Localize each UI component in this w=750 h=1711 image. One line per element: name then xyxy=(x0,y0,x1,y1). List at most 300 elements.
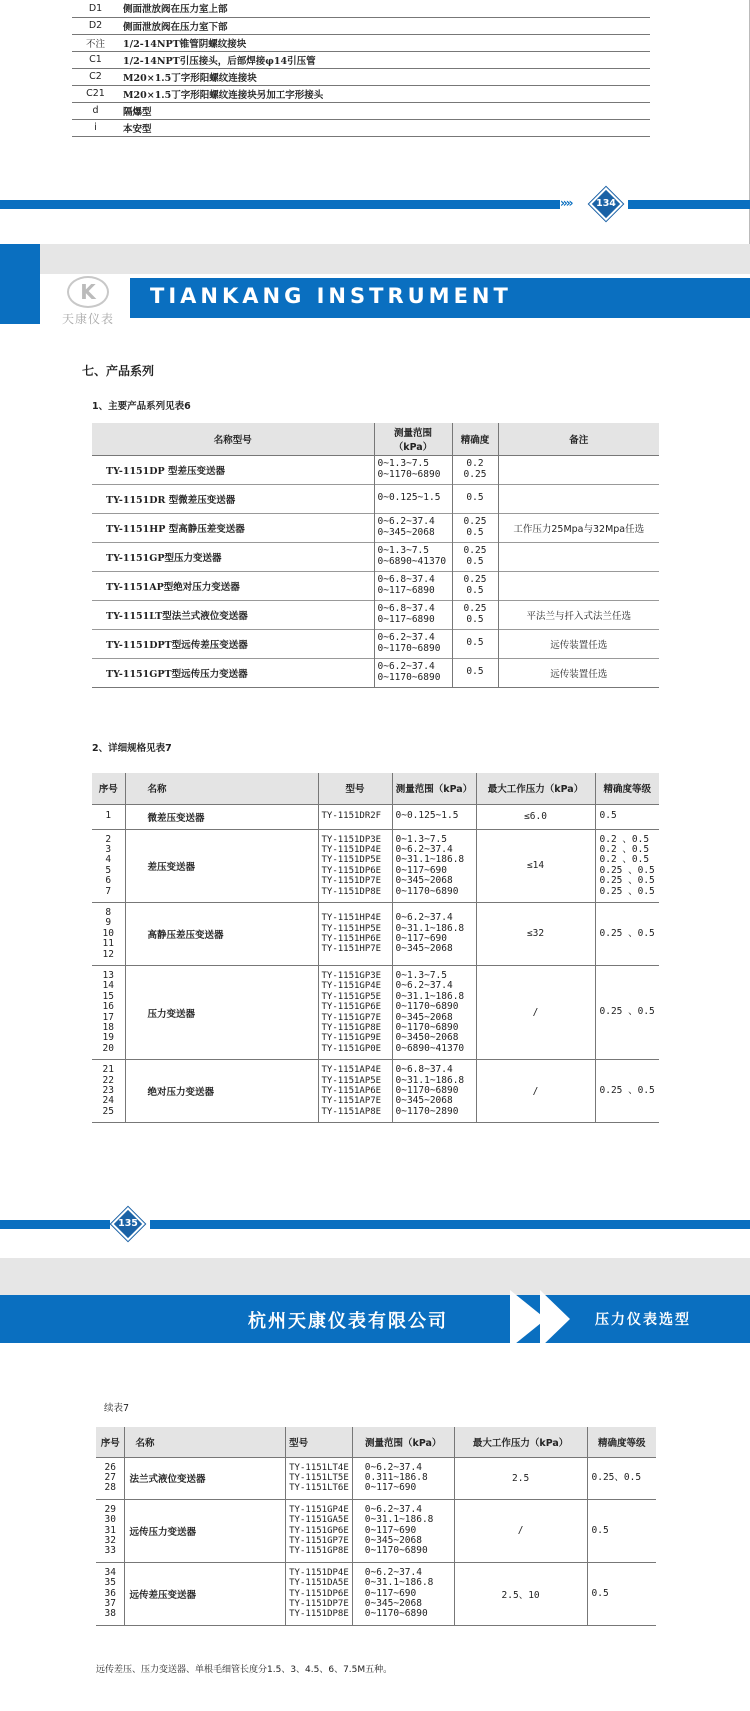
col-header: 型号 xyxy=(286,1427,353,1457)
line-item: 0~1170~6890 xyxy=(377,642,441,654)
line-item: 2 xyxy=(105,833,112,845)
option-row xyxy=(72,0,650,17)
line-item: 0~6.8~37.4 xyxy=(395,1064,453,1076)
range-cell xyxy=(392,829,476,902)
line-item: 0.25 xyxy=(463,545,487,557)
line-stack xyxy=(378,604,449,625)
pressure-cell: ≤6.0 xyxy=(476,804,595,829)
line-item: 0.2 、0.5 xyxy=(599,833,650,845)
line-stack xyxy=(378,459,449,480)
line-item: TY-1151GP7E xyxy=(321,1012,382,1023)
name-cell: 微差压变送器 xyxy=(125,804,318,829)
line-item: 0~6.2~37.4 xyxy=(377,516,435,528)
table-row xyxy=(92,1060,659,1123)
line-item: TY-1151DP7E xyxy=(321,876,382,887)
line-stack xyxy=(456,459,495,480)
line-item: 0.5 xyxy=(466,526,484,538)
name-cell: 远传差压变送器 xyxy=(125,1562,286,1625)
line-item: 35 xyxy=(104,1577,116,1589)
option-desc: 隔爆型 xyxy=(119,102,650,119)
line-item: TY-1151DP5E xyxy=(321,855,382,866)
line-item: 0~1170~6890 xyxy=(364,1545,428,1557)
table-row xyxy=(96,1499,656,1562)
line-item: TY-1151AP7E xyxy=(321,1096,382,1107)
option-row xyxy=(72,102,650,119)
subsection-1: 1、主要产品系列见表6 xyxy=(92,401,191,412)
line-item: 0~3450~2068 xyxy=(395,1032,459,1044)
line-item: 0~345~2068 xyxy=(395,943,453,955)
line-stack xyxy=(600,835,657,897)
model-name: TY-1151DP 型差压变送器 xyxy=(92,455,374,484)
line-item: 0.25 、0.5 xyxy=(599,864,655,876)
table-row xyxy=(92,571,659,600)
line-stack xyxy=(99,1463,121,1494)
line-item: 4 xyxy=(105,854,112,866)
line-item: TY-1151GP0E xyxy=(321,1043,382,1054)
line-item: 0.25 、0.5 xyxy=(599,885,655,897)
line-item: TY-1151GP7E xyxy=(289,1535,349,1546)
line-item: 0~345~2068 xyxy=(395,1095,453,1107)
accuracy-cell xyxy=(452,629,498,658)
accuracy-cell xyxy=(595,965,659,1059)
col-header: 测量范围（kPa） xyxy=(374,423,452,455)
line-item: 21 xyxy=(102,1064,114,1076)
line-item: 31 xyxy=(104,1524,116,1536)
table-row xyxy=(96,1457,656,1499)
range-cell xyxy=(352,1562,454,1625)
option-desc: 本安型 xyxy=(119,119,650,136)
line-item: TY-1151AP6E xyxy=(321,1086,382,1097)
pressure-cell: 2.5、10 xyxy=(454,1562,587,1625)
line-stack xyxy=(600,811,657,821)
name-cell: 法兰式液位变送器 xyxy=(125,1457,286,1499)
page-number-badge xyxy=(589,187,623,221)
line-item: 0.311~186.8 xyxy=(364,1471,428,1483)
line-item: 0.5 xyxy=(591,1587,609,1599)
pressure-cell: / xyxy=(454,1499,587,1562)
line-item: 30 xyxy=(104,1514,116,1526)
line-stack xyxy=(95,971,122,1054)
accuracy-cell xyxy=(587,1562,656,1625)
header-gray-band xyxy=(0,244,750,274)
option-desc: 侧面泄放阀在压力室下部 xyxy=(119,17,650,34)
line-item: 0~1170~2890 xyxy=(395,1105,459,1117)
line-item: 7 xyxy=(105,885,112,897)
seq-cell xyxy=(92,902,125,965)
line-item: 0~31.1~186.8 xyxy=(364,1514,434,1526)
line-item: 0~1.3~7.5 xyxy=(377,545,429,557)
line-item: 11 xyxy=(102,938,114,950)
line-item: 0.5 xyxy=(466,613,484,625)
note-cell: 平法兰与扦入式法兰任选 xyxy=(498,600,659,629)
line-item: TY-1151AP8E xyxy=(321,1106,382,1117)
option-code: C21 xyxy=(72,85,119,102)
line-item: 37 xyxy=(104,1597,116,1609)
line-stack xyxy=(378,633,449,654)
option-desc: M20×1.5丁字形阳螺纹连接块另加工字形接头 xyxy=(119,85,650,102)
line-item: 0~31.1~186.8 xyxy=(395,1074,465,1086)
brand-title: TIANKANG INSTRUMENT xyxy=(150,284,512,308)
line-item: 0~31.1~186.8 xyxy=(364,1577,434,1589)
range-cell xyxy=(374,600,452,629)
line-item: 19 xyxy=(102,1032,114,1044)
line-item: TY-1151GP8E xyxy=(289,1546,349,1557)
category-title: 压力仪表选型 xyxy=(595,1312,691,1328)
table-row xyxy=(92,542,659,571)
line-item: 0.25、0.5 xyxy=(591,1471,642,1483)
line-item: 0.5 xyxy=(466,637,484,649)
name-cell: 远传压力变送器 xyxy=(125,1499,286,1562)
line-stack xyxy=(95,1065,122,1117)
line-stack xyxy=(592,1589,654,1599)
table-row xyxy=(92,829,659,902)
line-item: 0.5 xyxy=(591,1524,609,1536)
range-cell xyxy=(374,484,452,513)
line-stack xyxy=(396,835,473,897)
model-name: TY-1151DR 型微差压变送器 xyxy=(92,484,374,513)
accuracy-cell xyxy=(595,1060,659,1123)
line-item: 0~345~2068 xyxy=(395,875,453,887)
line-item: 0~345~2068 xyxy=(395,1011,453,1023)
line-item: 0~31.1~186.8 xyxy=(395,990,465,1002)
line-stack xyxy=(396,1065,473,1117)
line-item: 0~0.125~1.5 xyxy=(377,492,441,504)
page-rule-left-2 xyxy=(0,1220,110,1229)
line-item: 0~1170~6890 xyxy=(377,671,441,683)
line-stack xyxy=(396,913,473,955)
line-item: 0.2 xyxy=(466,458,484,470)
model-name: TY-1151GPT型远传压力变送器 xyxy=(92,658,374,687)
note-cell xyxy=(498,571,659,600)
line-item: 0.25 、0.5 xyxy=(599,875,655,887)
option-row xyxy=(72,51,650,68)
line-stack xyxy=(95,908,122,960)
line-item: TY-1151DP4E xyxy=(321,844,382,855)
line-item: 32 xyxy=(104,1534,116,1546)
note-cell: 工作压力25Mpa与32Mpa任选 xyxy=(498,513,659,542)
seq-cell xyxy=(92,829,125,902)
line-item: 0.25 、0.5 xyxy=(599,1085,655,1097)
col-header: 名称 xyxy=(125,773,318,804)
seq-cell xyxy=(92,965,125,1059)
pressure-cell: 2.5 xyxy=(454,1457,587,1499)
line-item: TY-1151DR2F xyxy=(321,811,382,822)
line-item: 0~117~690 xyxy=(364,1482,417,1494)
range-cell xyxy=(392,1060,476,1123)
line-item: 25 xyxy=(102,1105,114,1117)
chevron-icon: »» xyxy=(560,196,572,210)
line-item: 0~1.3~7.5 xyxy=(395,969,447,981)
line-item: 0~1.3~7.5 xyxy=(377,458,429,470)
line-item: 6 xyxy=(105,875,112,887)
table-row xyxy=(92,658,659,687)
line-item: 8 xyxy=(105,906,112,918)
footnote: 远传差压、压力变送器、单根毛细管长度分1.5、3、4.5、6、7.5M五种。 xyxy=(96,1665,393,1675)
seq-cell xyxy=(92,1060,125,1123)
option-desc: 1/2-14NPT引压接头，后部焊接φ14引压管 xyxy=(119,51,650,68)
line-item: 22 xyxy=(102,1074,114,1086)
name-cell: 压力变送器 xyxy=(125,965,318,1059)
line-item: 0~6.8~37.4 xyxy=(377,574,435,586)
line-item: TY-1151GA5E xyxy=(289,1515,349,1526)
col-header: 测量范围（kPa） xyxy=(392,773,476,804)
line-stack xyxy=(600,1007,657,1017)
line-item: TY-1151DA5E xyxy=(289,1578,349,1589)
col-header: 序号 xyxy=(92,773,125,804)
line-item: 0.25 、0.5 xyxy=(599,927,655,939)
page-number-bottom: 135 xyxy=(118,1218,138,1229)
line-item: 0~6.2~37.4 xyxy=(395,912,453,924)
line-item: 0~117~690 xyxy=(364,1524,417,1536)
line-item: TY-1151LT6E xyxy=(289,1483,349,1494)
table-row xyxy=(92,965,659,1059)
line-item: 0.25 xyxy=(463,603,487,615)
line-stack xyxy=(456,604,495,625)
page-number-top: 134 xyxy=(596,198,616,209)
line-item: TY-1151GP3E xyxy=(321,970,382,981)
line-item: 14 xyxy=(102,980,114,992)
line-item: 18 xyxy=(102,1022,114,1033)
option-row xyxy=(72,68,650,85)
line-stack xyxy=(456,546,495,567)
accuracy-cell xyxy=(452,600,498,629)
company-name: 杭州天康仪表有限公司 xyxy=(248,1311,448,1332)
note-cell: 远传装置任选 xyxy=(498,658,659,687)
line-item: 0~6.2~37.4 xyxy=(377,632,435,644)
model-name: TY-1151AP型绝对压力变送器 xyxy=(92,571,374,600)
line-stack xyxy=(396,811,473,821)
col-header: 测量范围（kPa） xyxy=(352,1427,454,1457)
name-cell: 高静压差压变送器 xyxy=(125,902,318,965)
line-item: TY-1151DP8E xyxy=(289,1609,349,1620)
line-stack xyxy=(289,1505,349,1557)
accuracy-cell xyxy=(452,484,498,513)
range-cell xyxy=(392,902,476,965)
option-desc: M20×1.5丁字形阳螺纹连接块 xyxy=(119,68,650,85)
line-item: 0~6.2~37.4 xyxy=(377,661,435,673)
option-row xyxy=(72,119,650,136)
option-code: d xyxy=(72,102,119,119)
page-rule-right-2 xyxy=(150,1220,750,1229)
option-desc: 1/2-14NPT锥管阴螺纹接块 xyxy=(119,34,650,51)
pressure-cell: / xyxy=(476,1060,595,1123)
line-item: TY-1151DP6E xyxy=(289,1588,349,1599)
note-cell xyxy=(498,484,659,513)
brand-cn: 天康仪表 xyxy=(61,312,114,326)
page-rule-right xyxy=(628,200,750,209)
line-item: TY-1151AP5E xyxy=(321,1075,382,1086)
line-stack xyxy=(365,1568,451,1620)
line-item: 36 xyxy=(104,1587,116,1599)
accuracy-cell xyxy=(452,513,498,542)
line-item: 27 xyxy=(104,1471,116,1483)
line-item: 0.5 xyxy=(466,584,484,596)
seq-cell xyxy=(96,1457,125,1499)
line-item: 13 xyxy=(102,969,114,981)
line-item: 20 xyxy=(102,1042,114,1054)
line-item: 26 xyxy=(104,1461,116,1473)
spec-table xyxy=(92,773,659,1123)
option-row xyxy=(72,85,650,102)
section-title: 七、产品系列 xyxy=(82,364,155,378)
option-desc: 侧面泄放阀在压力室上部 xyxy=(119,0,650,17)
model-cell xyxy=(286,1499,353,1562)
line-item: 0~345~2068 xyxy=(364,1534,422,1546)
range-cell xyxy=(374,513,452,542)
model-name: TY-1151HP 型高静压差变送器 xyxy=(92,513,374,542)
pressure-cell: ≤32 xyxy=(476,902,595,965)
line-item: 24 xyxy=(102,1095,114,1107)
line-item: TY-1151GP5E xyxy=(321,991,382,1002)
line-stack xyxy=(456,493,495,503)
line-item: 17 xyxy=(102,1011,114,1023)
line-item: 3 xyxy=(105,843,112,855)
line-stack xyxy=(456,517,495,538)
subsection-2: 2、详细规格见表7 xyxy=(92,743,172,754)
option-code: C2 xyxy=(72,68,119,85)
line-item: 0.25 、0.5 xyxy=(599,1006,655,1018)
col-header: 备注 xyxy=(498,423,659,455)
line-item: 0~6.2~37.4 xyxy=(395,980,453,992)
line-item: 0.2 、0.5 xyxy=(599,843,650,855)
continued-label: 续表7 xyxy=(104,1403,130,1414)
accuracy-cell xyxy=(452,658,498,687)
line-item: 0~117~690 xyxy=(364,1587,417,1599)
line-item: 10 xyxy=(102,927,114,939)
range-cell xyxy=(374,658,452,687)
line-stack xyxy=(99,1568,121,1620)
line-item: 0~1170~6890 xyxy=(377,468,441,480)
note-cell xyxy=(498,542,659,571)
accuracy-cell xyxy=(595,902,659,965)
line-item: 0~1170~6890 xyxy=(395,1085,459,1097)
line-item: 0.25 xyxy=(463,574,487,586)
line-item: 0.25 xyxy=(463,468,487,480)
option-code: D1 xyxy=(72,0,119,17)
table-row xyxy=(92,804,659,829)
table-row xyxy=(92,455,659,484)
line-item: 0~117~6890 xyxy=(377,613,435,625)
seq-cell xyxy=(96,1562,125,1625)
line-stack xyxy=(600,1086,657,1096)
range-cell xyxy=(374,571,452,600)
header-side-block xyxy=(0,244,40,324)
line-stack xyxy=(365,1463,451,1494)
option-code: 不注 xyxy=(72,34,119,51)
line-stack xyxy=(322,811,389,821)
banner-divider-2 xyxy=(540,1290,570,1348)
option-row xyxy=(72,17,650,34)
line-item: 0~117~690 xyxy=(395,932,447,944)
line-item: TY-1151DP6E xyxy=(321,865,382,876)
name-cell: 绝对压力变送器 xyxy=(125,1060,318,1123)
col-header: 精确度 xyxy=(452,423,498,455)
line-item: TY-1151LT5E xyxy=(289,1472,349,1483)
spec-table-continued xyxy=(96,1427,656,1626)
line-item: 38 xyxy=(104,1608,116,1620)
page-rule-left xyxy=(0,200,560,209)
page-number-badge-2 xyxy=(111,1207,145,1241)
col-header: 最大工作压力（kPa） xyxy=(476,773,595,804)
line-item: 0.5 xyxy=(599,810,617,822)
line-item: TY-1151HP4E xyxy=(321,913,382,924)
line-item: 0~31.1~186.8 xyxy=(395,854,465,866)
line-item: 34 xyxy=(104,1566,116,1578)
line-item: 0~1170~6890 xyxy=(364,1608,428,1620)
line-item: 0.5 xyxy=(466,666,484,678)
line-item: TY-1151HP6E xyxy=(321,933,382,944)
line-item: TY-1151DP7E xyxy=(289,1598,349,1609)
line-item: 15 xyxy=(102,990,114,1002)
line-item: 0~6.8~37.4 xyxy=(377,603,435,615)
accuracy-cell xyxy=(587,1499,656,1562)
range-cell xyxy=(352,1457,454,1499)
seq-cell xyxy=(92,804,125,829)
model-cell xyxy=(318,804,392,829)
line-item: TY-1151GP6E xyxy=(289,1525,349,1536)
line-stack xyxy=(322,971,389,1054)
model-cell xyxy=(318,829,392,902)
line-item: 0.2 、0.5 xyxy=(599,854,650,866)
col-header: 精确度等级 xyxy=(587,1427,656,1457)
line-item: 0~0.125~1.5 xyxy=(395,810,459,822)
line-item: TY-1151HP5E xyxy=(321,923,382,934)
model-cell xyxy=(318,902,392,965)
table-row xyxy=(92,629,659,658)
line-item: 0~6.2~37.4 xyxy=(364,1566,422,1578)
line-item: 0~1.3~7.5 xyxy=(395,833,447,845)
options-table xyxy=(72,0,650,137)
line-item: TY-1151DP3E xyxy=(321,834,382,845)
model-name: TY-1151LT型法兰式液位变送器 xyxy=(92,600,374,629)
line-stack xyxy=(456,575,495,596)
line-item: 0.5 xyxy=(466,492,484,504)
range-cell xyxy=(392,965,476,1059)
line-stack xyxy=(95,811,122,821)
line-stack xyxy=(456,638,495,648)
line-stack xyxy=(396,971,473,1054)
line-item: TY-1151GP6E xyxy=(321,1002,382,1013)
line-item: TY-1151GP4E xyxy=(289,1504,349,1515)
model-name: TY-1151GP型压力变送器 xyxy=(92,542,374,571)
option-code: D2 xyxy=(72,17,119,34)
line-stack xyxy=(592,1526,654,1536)
line-item: 0~1170~6890 xyxy=(395,1022,459,1033)
line-item: 28 xyxy=(104,1482,116,1494)
note-cell: 远传装置任选 xyxy=(498,629,659,658)
line-item: 0~345~2068 xyxy=(377,526,435,538)
note-cell xyxy=(498,455,659,484)
accuracy-cell xyxy=(452,571,498,600)
accuracy-cell xyxy=(595,829,659,902)
brand-logo xyxy=(48,276,128,336)
line-stack xyxy=(378,662,449,683)
col-header: 名称型号 xyxy=(92,423,374,455)
line-item: 0~31.1~186.8 xyxy=(395,922,465,934)
line-stack xyxy=(592,1473,654,1483)
line-item: 0~6890~41370 xyxy=(395,1042,465,1054)
line-item: TY-1151LT4E xyxy=(289,1462,349,1473)
option-code: i xyxy=(72,119,119,136)
line-item: 9 xyxy=(105,917,112,929)
table-row xyxy=(96,1562,656,1625)
line-item: 16 xyxy=(102,1001,114,1013)
line-stack xyxy=(95,835,122,897)
line-stack xyxy=(289,1463,349,1494)
logo-mark-icon: K xyxy=(67,276,109,308)
line-stack xyxy=(378,575,449,596)
line-item: TY-1151DP8E xyxy=(321,886,382,897)
